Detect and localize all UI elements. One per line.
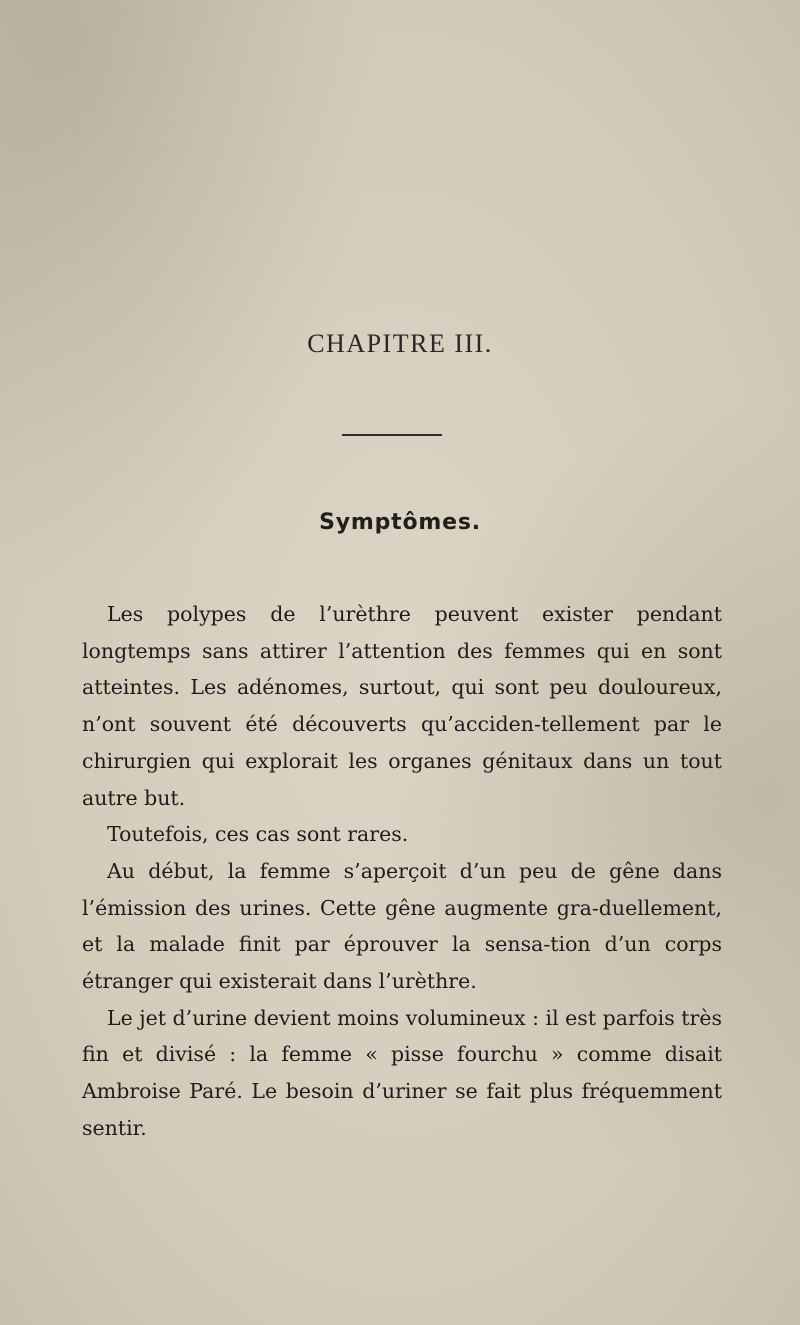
section-title: Symptômes. [319,510,481,535]
body-text [82,596,722,1147]
paragraph-4: Le jet d’urine devient moins volumineux : il est parfois très fin et divisé : la femme « pisse fourchu » comme disait Ambroise Paré. Le besoin d’uriner se fait plus fréquemment sentir. [82,1005,722,1140]
paragraph-1: Les polypes de l’urèthre peuvent exister pendant longtemps sans attirer l’attention des femmes qui en sont atteintes. Les adénomes, surtout, qui sont peu douloureux, n’ont souvent été découverts qu’acciden-tellement par le chirurgien qui explorait les organes génitaux dans un tout autre but. [82,602,722,810]
paragraph-2: Toutefois, ces cas sont rares. [107,822,409,847]
chapter-title: CHAPITRE III. [307,329,493,358]
paragraph-3: Au début, la femme s’aperçoit d’un peu de gêne dans l’émission des urines. Cette gêne augmente gra-duellement, et la malade finit par éprouver la sensa-tion d’un corps étranger qui existerait dans l’urèthre. [82,858,722,994]
title-divider [342,434,442,436]
